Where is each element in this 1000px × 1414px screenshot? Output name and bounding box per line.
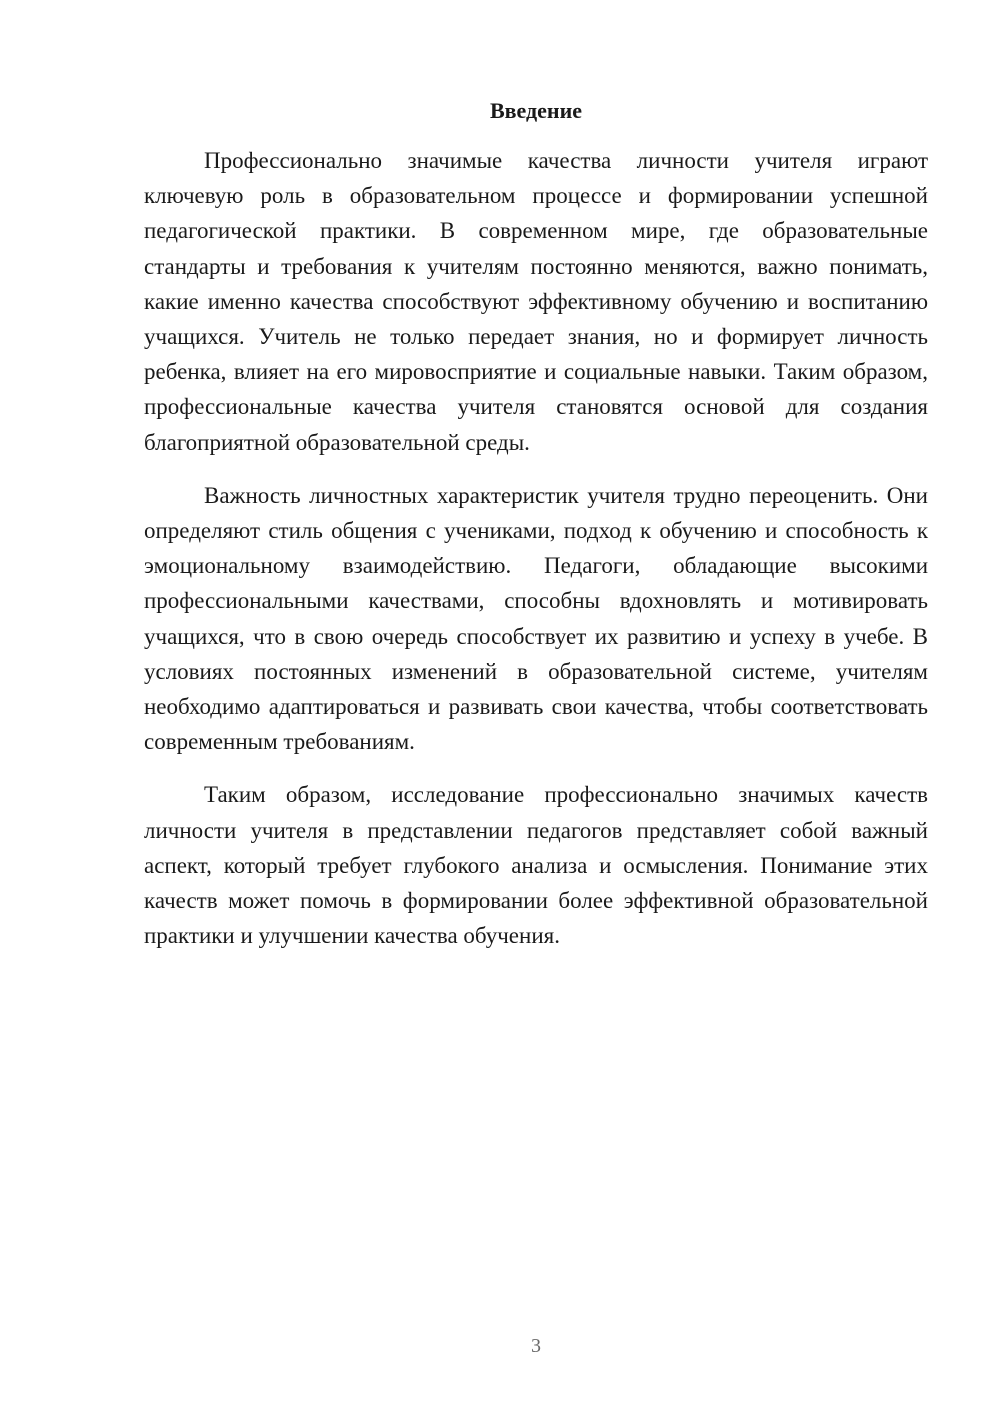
page-number: 3 — [531, 1335, 541, 1357]
paragraph: Таким образом, исследование профессионально значимых качеств личности учителя в представлении педагогов представляет собой важный аспект, который требует глубокого анализа и осмысления. Понимание этих качеств может помочь в формировании более эффективной образовательной практики и улучшении качества обучения. — [144, 782, 928, 949]
section-heading: Введение — [489, 98, 583, 123]
paragraph: Профессионально значимые качества личности учителя играют ключевую роль в образовательном процессе и формировании успешной педагогической практики. В современном мире, где образовательные стандарты и требования к учителям постоянно меняются, важно понимать, какие именно качества способствуют эффективному обучению и воспитанию учащихся. Учитель не только передает знания, но и формирует личность ребенка, влияет на его мировосприятие и социальные навыки. Таким образом, профессиональные качества учителя становятся основой для создания благоприятной образовательной среды. — [144, 148, 928, 455]
body-text — [144, 143, 928, 953]
paragraph: Важность личностных характеристик учителя трудно переоценить. Они определяют стиль общения с учениками, подход к обучению и способность к эмоциональному взаимодействию. Педагоги, обладающие высокими профессиональными качествами, способны вдохновлять и мотивировать учащихся, что в свою очередь способствует их развитию и успеху в учебе. В условиях постоянных изменений в образовательной системе, учителям необходимо адаптироваться и развивать свои качества, чтобы соответствовать современным требованиям. — [144, 482, 928, 755]
